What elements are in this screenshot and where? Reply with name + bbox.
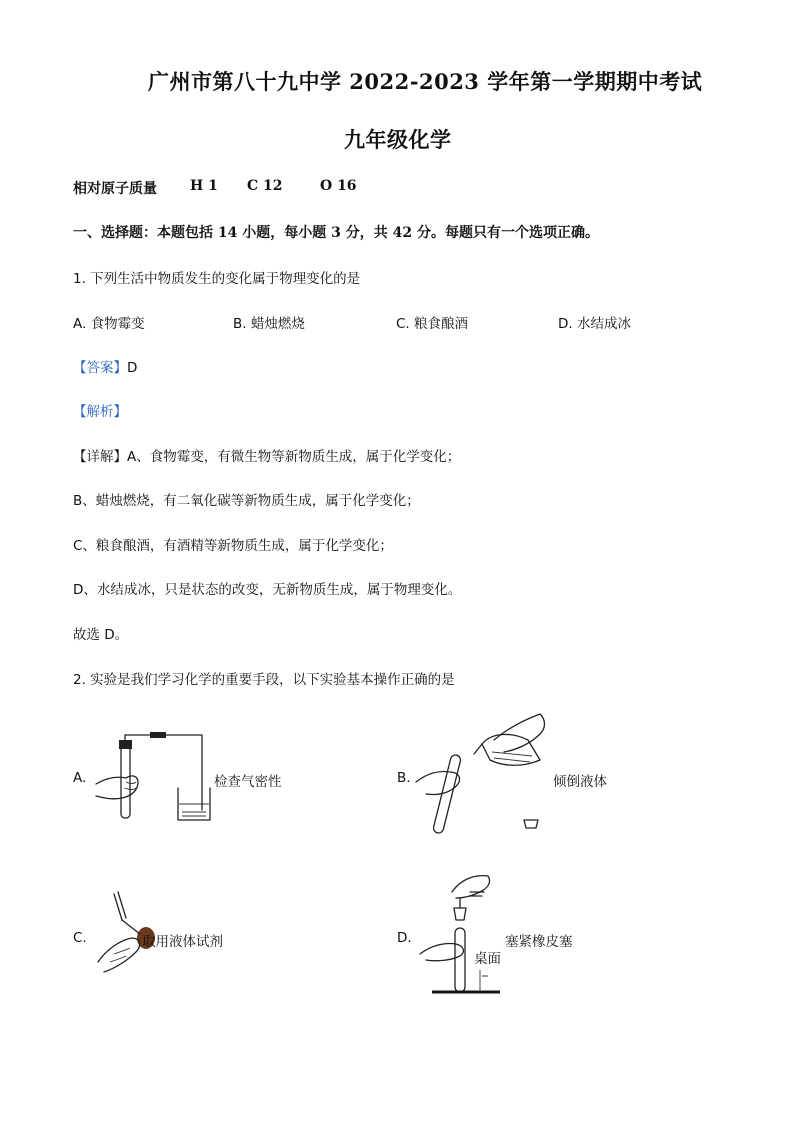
q2-option-d-label: 塞紧橡皮塞 <box>505 934 573 950</box>
q1-detail-line: D、水结成冰，只是状态的改变，无新物质生成，属于物理变化。 <box>73 582 462 598</box>
q2-option-c-label: 取用液体试剂 <box>142 934 223 950</box>
q1-answer <box>73 356 137 376</box>
q1-option-a: A. 食物霉变 <box>73 316 145 332</box>
airtightness-check-figure <box>92 728 222 828</box>
q2-stem: 2. 实验是我们学习化学的重要手段，以下实验基本操作正确的是 <box>73 672 455 688</box>
q1-stem: 1. 下列生活中物质发生的变化属于物理变化的是 <box>73 271 361 287</box>
analysis-tag: 【解析】 <box>73 404 127 420</box>
exam-subtitle: 九年级化学 <box>344 127 452 152</box>
exam-title: 广州市第八十九中学 2022-2023 学年第一学期期中考试 <box>148 69 703 94</box>
q1-detail-line: B、蜡烛燃烧，有二氧化碳等新物质生成，属于化学变化； <box>73 493 420 509</box>
detail-text: A、食物霉变，有微生物等新物质生成，属于化学变化； <box>127 449 461 465</box>
q2-option-a-label: 检查气密性 <box>214 774 282 790</box>
pouring-liquid-figure <box>412 710 562 835</box>
atomic-mass-c: C 12 <box>247 178 283 194</box>
q1-option-c: C. 粮食酿酒 <box>396 316 469 332</box>
stopper-plug-figure <box>418 868 508 998</box>
atomic-mass-label: 相对原子质量 <box>73 181 157 197</box>
q2-option-d-table-label: 桌面 <box>474 951 501 967</box>
q2-option-b-letter: B. <box>397 770 411 786</box>
atomic-mass-h: H 1 <box>190 178 218 194</box>
q2-option-a-letter: A. <box>73 770 87 786</box>
detail-tag: 【详解】 <box>73 449 127 465</box>
q1-detail-line <box>73 445 460 465</box>
section-heading: 一、选择题：本题包括 14 小题，每小题 3 分，共 42 分。每题只有一个选项正确。 <box>73 225 599 241</box>
atomic-mass-o: O 16 <box>320 178 357 194</box>
q1-detail-line: C、粮食酿酒，有酒精等新物质生成，属于化学变化； <box>73 538 393 554</box>
answer-tag: 【答案】 <box>73 360 127 376</box>
q1-option-b: B. 蜡烛燃烧 <box>233 316 305 332</box>
q2-option-d-letter: D. <box>397 930 412 946</box>
q1-option-d: D. 水结成冰 <box>558 316 631 332</box>
answer-value: D <box>127 360 138 376</box>
q1-conclusion: 故选 D。 <box>73 627 129 643</box>
q2-option-c-letter: C. <box>73 930 87 946</box>
q2-option-b-label: 倾倒液体 <box>553 774 607 790</box>
